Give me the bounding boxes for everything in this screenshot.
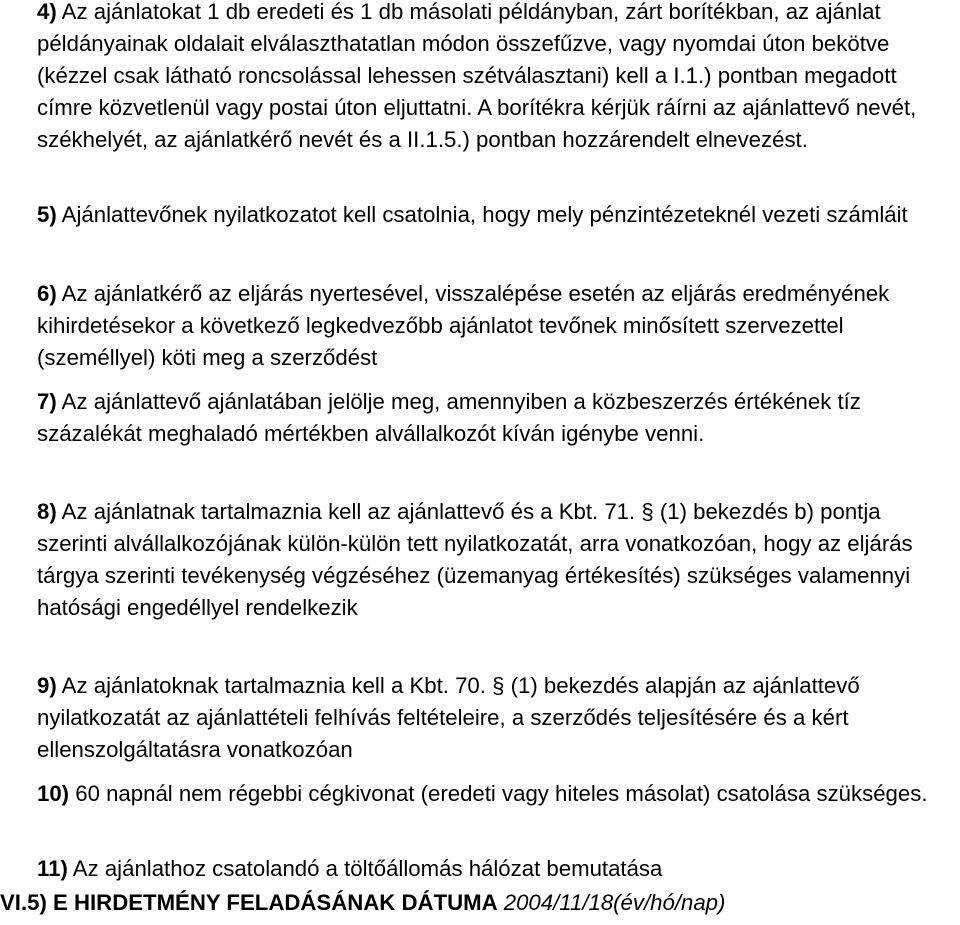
paragraph-text: Az ajánlatoknak tartalmaznia kell a Kbt. 70. § (1) bekezdés alapján az ajánlattevő nyilatkozatát az ajánlattételi felhívás feltételeire, a szerződés teljesítésére és a kért ellenszolgáltatásra vonatkozóan: [37, 673, 860, 762]
paragraph-text: Az ajánlatkérő az eljárás nyertesével, visszalépése esetén az eljárás eredményének kihirdetésekor a következő legkedvezőbb ajánlatot tevőnek minősített szervezettel (személlyel) köti meg a szerződést: [37, 281, 890, 370]
paragraph-9: [37, 670, 955, 766]
paragraph-10: [37, 778, 955, 810]
section-heading: [0, 887, 960, 919]
paragraph-text: 60 napnál nem régebbi cégkivonat (eredeti vagy hiteles másolat) csatolása szükséges.: [69, 781, 928, 806]
paragraph-4: [37, 0, 955, 156]
paragraph-text: Az ajánlathoz csatolandó a töltőállomás hálózat bemutatása: [67, 856, 663, 881]
section-heading-title: VI.5) E HIRDETMÉNY FELADÁSÁNAK DÁTUMA: [0, 890, 498, 915]
paragraph-number: 7): [37, 389, 57, 414]
paragraph-text: Az ajánlatokat 1 db eredeti és 1 db másolati példányban, zárt borítékban, az ajánlat példányainak oldalait elválaszthatatlan módon összefűzve, vagy nyomdai úton bekötve (kézzel csak látható roncsolással lehessen szétválasztani) kell a I.1.) pontban megadott címre közvetlenül vagy postai úton eljuttatni. A borítékra kérjük ráírni az ajánlattevő nevét, székhelyét, az ajánlatkérő nevét és a II.1.5.) pontban hozzárendelt elnevezést.: [37, 0, 917, 152]
paragraph-text: Az ajánlattevő ajánlatában jelölje meg, amennyiben a közbeszerzés értékének tíz százalékát meghaladó mértékben alvállalkozót kíván igénybe venni.: [37, 389, 861, 446]
paragraph-number: 11): [37, 856, 68, 881]
paragraph-text: Az ajánlatnak tartalmaznia kell az ajánlattevő és a Kbt. 71. § (1) bekezdés b) pontja szerinti alvállalkozójának külön-külön tett nyilatkozatát, arra vonatkozóan, hogy az eljárás tárgya szerinti tevékenység végzéséhez (üzemanyag értékesítés) szükséges valamennyi hatósági engedéllyel rendelkezik: [37, 499, 913, 620]
paragraph-number: 8): [37, 499, 57, 524]
paragraph-number: 6): [37, 281, 57, 306]
publication-date: 2004/11/18(év/hó/nap): [497, 890, 726, 915]
paragraph-text: Ajánlattevőnek nyilatkozatot kell csatolnia, hogy mely pénzintézeteknél vezeti számláit: [56, 202, 908, 227]
paragraph-5: [37, 199, 955, 231]
paragraph-number: 9): [37, 673, 57, 698]
paragraph-number: 5): [37, 202, 57, 227]
paragraph-8: [37, 496, 955, 624]
paragraph-number: 10): [37, 781, 70, 806]
paragraph-11: [37, 853, 955, 885]
paragraph-number: 4): [37, 0, 57, 24]
paragraph-7: [37, 386, 955, 450]
paragraph-6: [37, 278, 955, 374]
